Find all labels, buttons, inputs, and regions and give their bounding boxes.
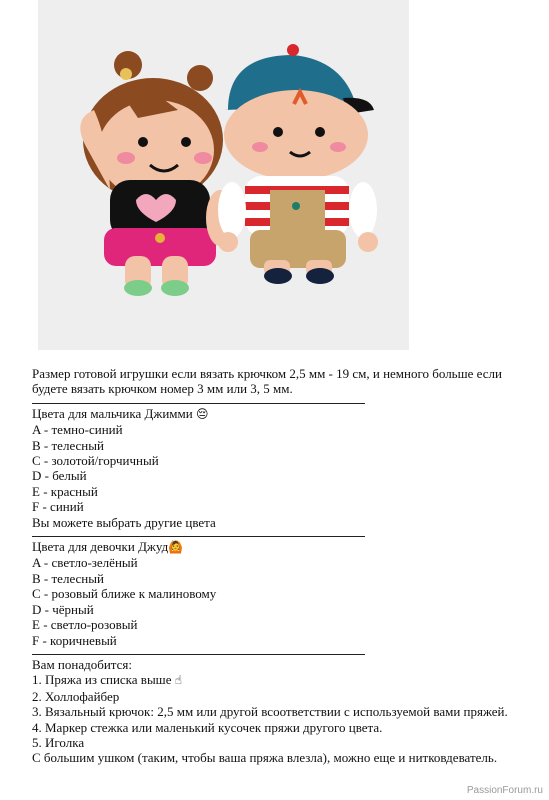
site-watermark: PassionForum.ru [466, 785, 543, 796]
boy-color-item: D - белый [32, 468, 87, 484]
materials-item-text: 1. Пряжа из списка выше [32, 672, 172, 688]
materials-item: 5. Иголка [32, 734, 85, 750]
pointing-up-icon: ☝ [174, 673, 183, 688]
materials-item: 4. Маркер стежка или маленький кусочек пряжи другого цвета. [32, 719, 383, 735]
boy-color-item: B - телесный [32, 437, 104, 453]
boy-color-item: F - синий [32, 499, 84, 515]
boy-color-item: E - красный [32, 483, 98, 499]
boy-colors-note: Вы можете выбрать другие цвета [32, 514, 216, 530]
section-divider [32, 536, 365, 537]
materials-item: 2. Холлофайбер [32, 688, 120, 704]
materials-title: Вам понадобится: [32, 656, 132, 672]
person-gesturing-icon: 🙆 [168, 540, 184, 555]
girl-color-item: D - чёрный [32, 601, 94, 617]
girl-color-item: F - коричневый [32, 632, 117, 648]
article-text [32, 366, 537, 766]
girl-color-item: E - светло-розовый [32, 617, 138, 633]
materials-item: С большим ушком (таким, чтобы ваша пряжа влезла), можно еще и нитковдеватель. [32, 750, 498, 766]
materials-item: 3. Вязальный крючок: 2,5 мм или другой всоответствии с используемой вами пряжей. [32, 704, 508, 720]
boy-color-item: C - золотой/горчичный [32, 453, 159, 469]
girl-color-item: B - телесный [32, 570, 104, 586]
girl-color-item: A - светло-зелёный [32, 555, 138, 571]
section-divider [32, 403, 365, 404]
toys-photo [38, 0, 409, 350]
materials-item [32, 672, 537, 688]
girl-colors-title [32, 539, 537, 555]
girl-color-item: C - розовый ближе к малиновому [32, 586, 217, 602]
boy-colors-title-text: Цвета для мальчика Джимми [32, 405, 193, 421]
sad-face-icon: 😔 [195, 406, 209, 421]
girl-colors-title-text: Цвета для девочки Джуд [32, 539, 169, 555]
size-intro: Размер готовой игрушки если вязать крючком 2,5 мм - 19 см, и немного больше если будете вязать крючком номер 3 мм или 3, 5 мм. [32, 366, 502, 397]
boy-color-item: A - темно-синий [32, 422, 123, 438]
section-divider [32, 654, 365, 655]
boy-colors-title [32, 406, 537, 422]
